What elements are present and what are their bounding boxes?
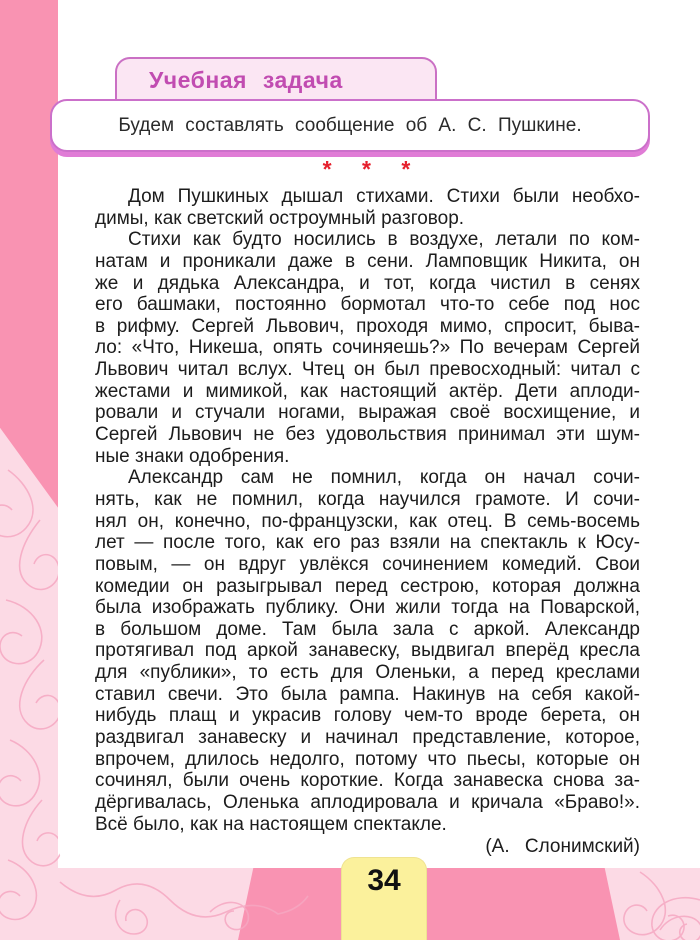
text-line: комедии он разыгрывал перед сестрою, которая должна bbox=[95, 575, 640, 597]
text-line: Александр сам не помнил, когда он начал сочи- bbox=[128, 467, 640, 489]
text-line: в рифму. Сергей Львович, проходя мимо, спросит, быва- bbox=[95, 315, 640, 337]
text-line: нибудь плащ и украсив голову чем-то вроде берета, он bbox=[95, 705, 640, 727]
text-line: жестами и мимикой, как настоящий актёр. Дети аплоди- bbox=[95, 380, 640, 402]
text-line: Дом Пушкиных дышал стихами. Стихи были необхо- bbox=[128, 186, 640, 207]
task-header-title: Учебная задача bbox=[149, 67, 343, 93]
paragraph bbox=[95, 467, 640, 835]
text-line: сочинял, были очень короткие. Когда занавеска снова за- bbox=[95, 770, 640, 792]
text-line: Всё было, как на настоящем спектакле. bbox=[95, 813, 447, 835]
text-line: повым, — он вдруг увлёкся сочинением комедий. Свои bbox=[95, 553, 640, 575]
article-text bbox=[95, 186, 640, 858]
text-line: нял он, конечно, по-французски, как отец. В семь-восемь bbox=[95, 510, 640, 532]
text-line: его башмаки, постоянно бормотал что-то себе под нос bbox=[95, 294, 640, 316]
text-line: лет — после того, как его раз взяли на спектакль к Юсу- bbox=[95, 532, 640, 554]
text-line: Сергей Львович не без удовольствия принимал эти шум- bbox=[95, 424, 640, 446]
text-line: в большом доме. Там была зала с аркой. Александр bbox=[95, 618, 640, 640]
asterisk-separator: * * * bbox=[322, 156, 413, 182]
text-line: протягивал под аркой занавеску, выдвигал вперёд кресла bbox=[95, 640, 640, 662]
author-attribution: (А. Слонимский) bbox=[485, 836, 640, 858]
text-line: нять, как не помнил, когда научился грамоте. И сочи- bbox=[95, 488, 640, 510]
text-line: была изображать публику. Они жили тогда на Поварской, bbox=[95, 597, 640, 619]
text-line: дёргивалась, Оленька аплодировала и кричала «Браво!». bbox=[95, 791, 640, 813]
text-line: ло: «Что, Никеша, опять сочиняешь?» По вечерам Сергей bbox=[95, 337, 640, 359]
task-statement-text: Будем составлять сообщение об А. С. Пушкине. bbox=[118, 114, 582, 136]
text-line: ставил свечи. Это была рампа. Накинув на себя какой- bbox=[95, 683, 640, 705]
bottom-band-solid-pink bbox=[238, 868, 620, 940]
page-number-tab bbox=[341, 857, 427, 940]
text-line: Львович читал вслух. Чтец он был превосходный: читал с bbox=[95, 359, 640, 381]
text-line: впрочем, длилось недолго, потому что пьесы, которые он bbox=[95, 748, 640, 770]
text-line: натам и проникали даже в сени. Ламповщик Никита, он bbox=[95, 250, 640, 272]
paragraph bbox=[95, 229, 640, 467]
page-number: 34 bbox=[367, 864, 401, 897]
text-line: ровали и стучали ногами, выражая своё восхищение, и bbox=[95, 402, 640, 424]
text-line: для «публики», то есть для Оленьки, а перед креслами bbox=[95, 662, 640, 684]
paragraph bbox=[95, 186, 640, 229]
text-line: же и дядька Александра, и тот, когда чистил в сенях bbox=[95, 272, 640, 294]
text-line: ные знаки одобрения. bbox=[95, 445, 290, 467]
task-statement-box bbox=[50, 99, 650, 152]
text-line: димы, как светский остроумный разговор. bbox=[95, 207, 465, 229]
text-line: Стихи как будто носились в воздухе, летали по ком- bbox=[128, 229, 640, 251]
text-line: раздвигал занавеску и начинал представление, которое, bbox=[95, 727, 640, 749]
article-paragraphs bbox=[95, 186, 640, 835]
